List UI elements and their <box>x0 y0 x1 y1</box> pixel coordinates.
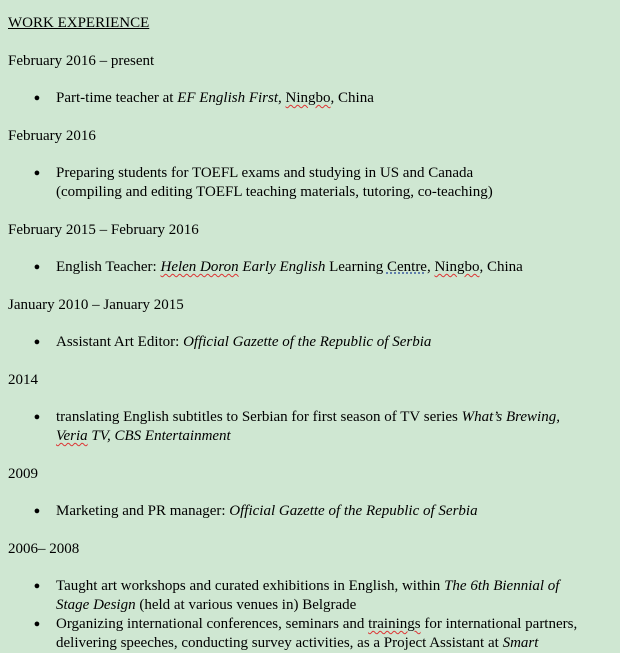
entry-date: 2006– 2008 <box>8 541 80 557</box>
spell-flag: Ningbo <box>285 90 331 106</box>
entry-date: 2009 <box>8 466 38 482</box>
bullet-icon: ● <box>33 336 41 348</box>
list-item: ● Taught art workshops and curated exhibitions in English, within The 6th Biennial of Stage Design (held at various venues in) Belgrade <box>33 578 560 613</box>
entry-list <box>8 89 614 108</box>
entry-list <box>8 333 614 352</box>
bullet-icon: ● <box>33 618 41 630</box>
list-item: ● English Teacher: Helen Doron Early English Learning Centre, Ningbo, China <box>33 259 523 275</box>
list-item: ● Marketing and PR manager: Official Gazette of the Republic of Serbia <box>33 503 478 519</box>
spell-flag: Helen Doron <box>160 259 239 275</box>
entry-date: February 2015 – February 2016 <box>8 222 199 238</box>
spell-flag: trainings <box>368 616 421 632</box>
entry-date: January 2010 – January 2015 <box>8 297 184 313</box>
spell-flag: Veria <box>56 428 88 444</box>
entry-list <box>8 577 614 653</box>
entry-list <box>8 502 614 521</box>
entry-list <box>8 408 614 446</box>
section-heading: WORK EXPERIENCE <box>8 15 150 31</box>
list-item: ● Part-time teacher at EF English First, Ningbo, China <box>33 90 374 106</box>
spell-flag: Ningbo <box>434 259 480 275</box>
entry-date: February 2016 – present <box>8 53 155 69</box>
bullet-icon: ● <box>33 505 41 517</box>
bullet-icon: ● <box>33 261 41 273</box>
bullet-icon: ● <box>33 580 41 592</box>
entry-date: 2014 <box>8 372 38 388</box>
bullet-icon: ● <box>33 411 41 423</box>
bullet-icon: ● <box>33 167 41 179</box>
bullet-icon: ● <box>33 92 41 104</box>
entry-date: February 2016 <box>8 128 96 144</box>
entry-list <box>8 258 614 277</box>
document-body <box>8 13 614 653</box>
grammar-flag: Centre <box>386 259 427 275</box>
entry-list <box>8 164 614 202</box>
list-item: ● Preparing students for TOEFL exams and studying in US and Canada (compiling and editing TOEFL teaching materials, tutoring, co-teaching) <box>33 165 493 200</box>
list-item: ● Organizing international conferences, seminars and trainings for international partners, delivering speeches, conducting survey activities, as a Project Assistant at Smart <box>33 616 578 651</box>
list-item: ● Assistant Art Editor: Official Gazette of the Republic of Serbia <box>33 334 432 350</box>
list-item: ● translating English subtitles to Serbian for first season of TV series What’s Brewing, Veria TV, CBS Entertainment <box>33 409 560 444</box>
